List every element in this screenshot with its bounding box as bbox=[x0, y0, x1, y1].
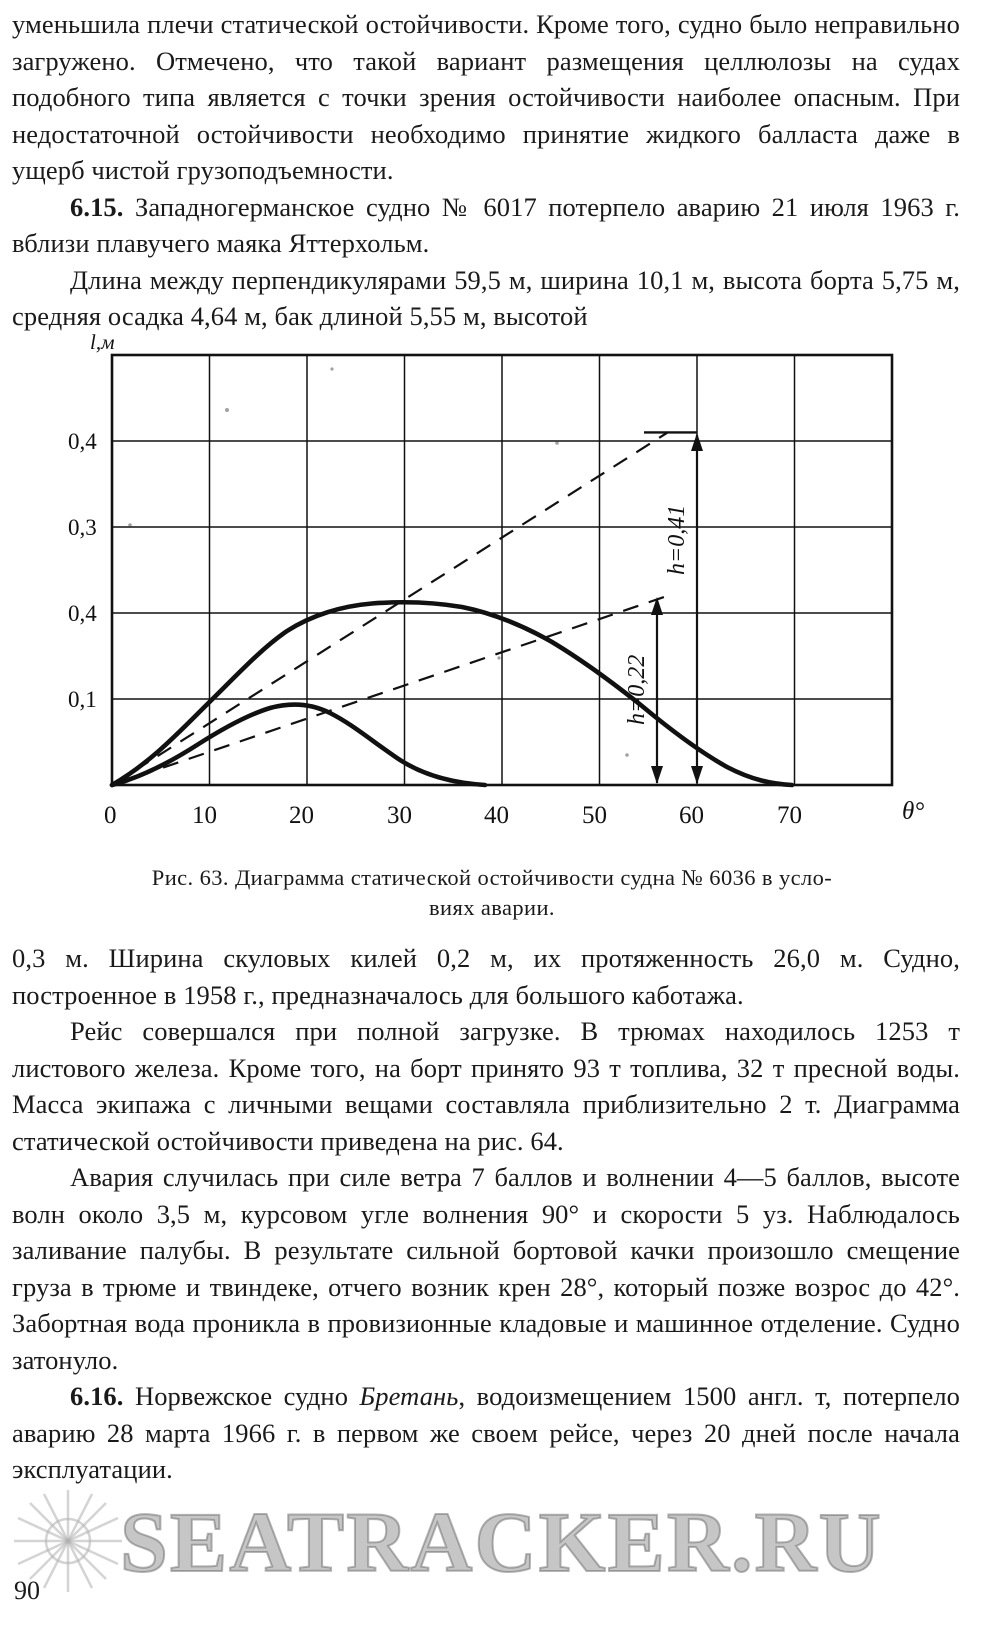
section-6-15-text: Западногерманское судно № 6017 потерпело аварию 21 июля 1963 г. вблизи плавучего маяка Яттерхольм. bbox=[12, 191, 960, 258]
paragraph-section-6-16 bbox=[12, 1378, 960, 1488]
figure-63 bbox=[12, 325, 960, 925]
figure-caption-line-2: виях аварии. bbox=[429, 895, 555, 920]
chart-ytick-0-3: 0,3 bbox=[68, 515, 97, 540]
section-number-6-16: 6.16. bbox=[70, 1381, 124, 1411]
chart-h041-arrow-down bbox=[691, 766, 703, 784]
chart-xtick-20: 20 bbox=[289, 802, 314, 829]
paragraph-hull-data: 0,3 м. Ширина скуловых килей 0,2 м, их протяженность 26,0 м. Судно, построенное в 1958 г., предназначалось для большого каботажа. bbox=[12, 943, 960, 1010]
top-text-block bbox=[12, 6, 960, 335]
chart-ytick-0-4: 0,4 bbox=[68, 429, 97, 454]
chart-annotation-h022: h=0,22 bbox=[624, 654, 650, 725]
chart-xlabel: θ° bbox=[902, 798, 925, 825]
chart-ray-h022 bbox=[112, 596, 668, 785]
ship-name-bretan: Бретань bbox=[359, 1381, 459, 1411]
bottom-text-block bbox=[12, 940, 960, 1488]
chart-xtick-50: 50 bbox=[582, 802, 607, 829]
chart-h022-arrow-up bbox=[651, 597, 663, 615]
paragraph-dimensions: Длина между перпендикулярами 59,5 м, ширина 10,1 м, высота борта 5,75 м, средняя осадка 4,64 м, бак длиной 5,55 м, высотой bbox=[12, 264, 960, 331]
paragraph-section-6-15 bbox=[12, 189, 960, 262]
chart-h041-arrow-up bbox=[691, 433, 703, 451]
chart-xtick-10: 10 bbox=[192, 802, 217, 829]
paragraph-continued: уменьшила плечи статической остойчивости. Кроме того, судно было неправильно загружено. Отмечено, что такой вариант размещения целлюлозы на судах подобного типа является с точки зрения остойчивости наиболее опасным. При недостаточной остойчивости необходимо принятие жидкого балласта даже в ущерб чистой грузоподъемности. bbox=[12, 9, 960, 185]
section-6-16-text-part2: , водоизмещением 1500 англ. т, потерпело аварию 28 марта 1966 г. в первом же своем рейсе, через 20 дней после начала эксплуатации. bbox=[12, 1381, 960, 1484]
watermark-star-icon bbox=[8, 1486, 128, 1596]
chart-ray-h041 bbox=[112, 432, 668, 785]
chart-ylabel: l,м bbox=[90, 330, 115, 354]
paragraph-accident: Авария случилась при силе ветра 7 баллов и волнении 4—5 баллов, высоте волн около 3,5 м, курсовом угле волнения 90° и скорости 5 уз. Наблюдалось заливание палубы. В результате сильной бортовой качки произошло смещение груза в трюме и твиндеке, отчего возник крен 28°, который позже возрос до 42°. Забортная вода проникла в провизионные кладовые и машинное отделение. Судно затонуло. bbox=[12, 1162, 960, 1375]
page-number: 90 bbox=[14, 1576, 40, 1605]
paragraph-voyage: Рейс совершался при полной загрузке. В трюмах находилось 1253 т листового железа. Кроме того, на борт принято 93 т топлива, 32 т пресной воды. Масса экипажа с личными вещами составляла приблизительно 2 т. Диаграмма статической остойчивости приведена на рис. 64. bbox=[12, 1016, 960, 1156]
chart-svg bbox=[12, 325, 960, 845]
chart-xtick-60: 60 bbox=[679, 802, 704, 829]
stability-diagram-chart bbox=[12, 325, 960, 845]
chart-xtick-30: 30 bbox=[387, 802, 412, 829]
section-6-16-text-part1: Норвежское судно bbox=[123, 1381, 360, 1411]
chart-annotation-h041: h=0,41 bbox=[664, 504, 690, 575]
chart-h022-arrow-down bbox=[651, 766, 663, 784]
figure-caption-line-1: Рис. 63. Диаграмма статической остойчивости судна № 6036 в усло- bbox=[151, 865, 833, 890]
chart-ytick-0-1: 0,1 bbox=[68, 687, 97, 712]
section-number-6-15: 6.15. bbox=[70, 191, 124, 222]
chart-ytick-0-2: 0,4 bbox=[68, 601, 97, 626]
chart-xtick-0: 0 bbox=[104, 802, 117, 829]
chart-xtick-40: 40 bbox=[484, 802, 509, 829]
watermark-text: SEATRACKER.RU bbox=[120, 1494, 883, 1590]
figure-caption bbox=[52, 863, 932, 923]
chart-gridlines-vertical bbox=[210, 355, 795, 785]
chart-curve-initial bbox=[112, 602, 792, 785]
chart-xtick-70: 70 bbox=[777, 802, 802, 829]
